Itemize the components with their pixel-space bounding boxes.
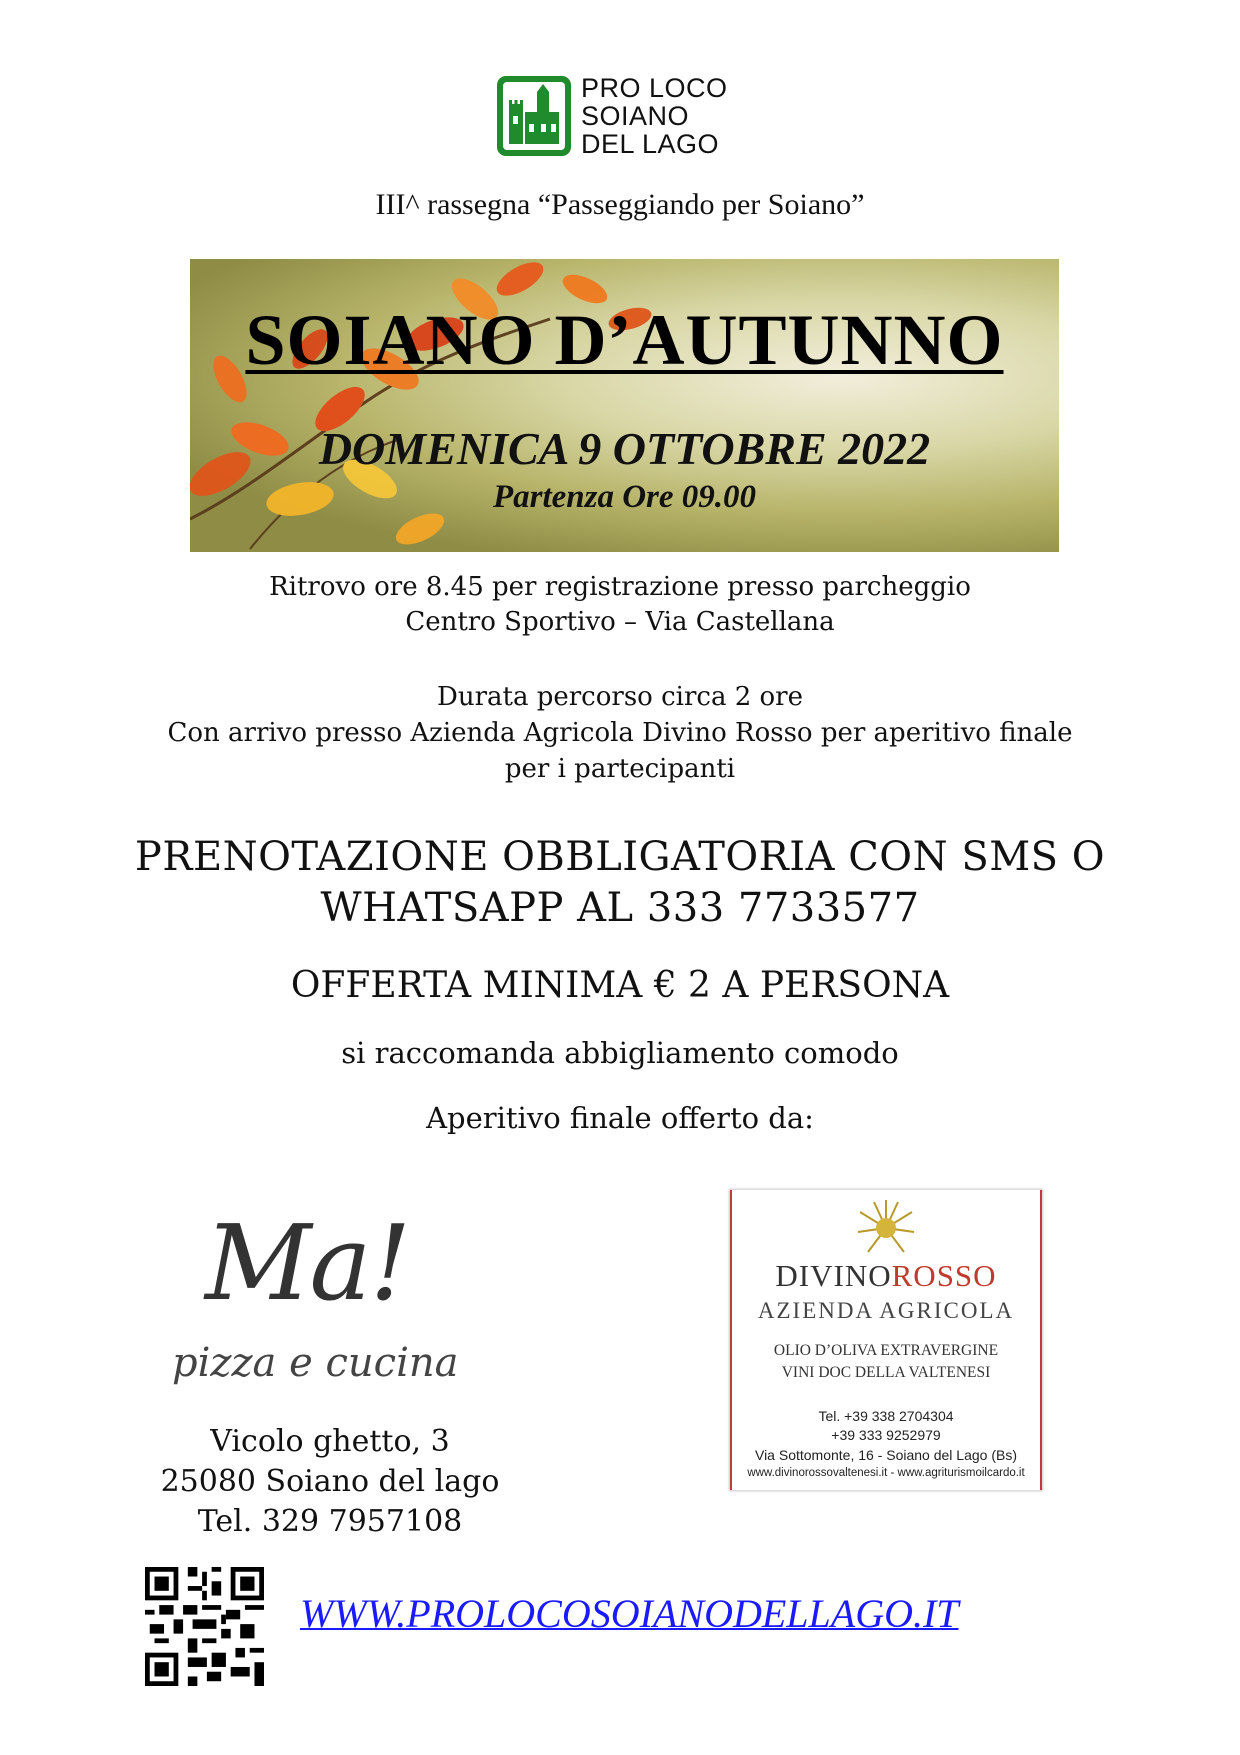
qr-code-icon[interactable]: [145, 1567, 264, 1686]
meeting-point-line-2: Centro Sportivo – Via Castellana: [405, 607, 835, 637]
divino-name-part: DIVINO: [775, 1258, 892, 1293]
divino-rosso-phone-1: Tel. +39 338 2704304: [818, 1408, 954, 1424]
ma-address-line-2: 25080 Soiano del lago: [160, 1464, 500, 1499]
duration-line-2: Con arrivo presso Azienda Agricola Divino Rosso per aperitivo finale: [167, 718, 1073, 748]
divino-rosso-wines: VINI DOC DELLA VALTENESI: [781, 1364, 991, 1381]
event-title-text: SOIANO D’AUTUNNO: [245, 300, 1004, 380]
divino-rosso-type: AZIENDA AGRICOLA: [757, 1298, 1015, 1323]
clothing-recommendation: si raccomanda abbigliamento comodo: [341, 1036, 899, 1070]
meeting-point-line-1: Ritrovo ore 8.45 per registrazione presso parcheggio: [269, 572, 971, 602]
ma-pizza-address: [160, 1422, 500, 1542]
website-link[interactable]: WWW.PROLOCOSOIANODELLAGO.IT: [300, 1591, 959, 1636]
aperitivo-offered-by: Aperitivo finale offerto da:: [426, 1101, 814, 1135]
divino-rosso-address: Via Sottomonte, 16 - Soiano del Lago (Bs): [754, 1447, 1017, 1463]
ma-address-line-1: Vicolo ghetto, 3: [210, 1424, 450, 1459]
rosso-name-part: ROSSO: [891, 1258, 997, 1293]
autumn-banner: [190, 259, 1059, 552]
event-title: [190, 299, 1059, 382]
logo-line-1: PRO LOCO: [581, 73, 728, 103]
divino-rosso-phone-2: +39 333 9252979: [831, 1427, 941, 1443]
pro-loco-logo: [497, 73, 757, 159]
booking-line-1: PRENOTAZIONE OBBLIGATORIA CON SMS O: [134, 834, 1106, 880]
pro-loco-logo-text: [581, 74, 728, 158]
logo-line-3: DEL LAGO: [581, 129, 720, 159]
event-series-subtitle: III^ rassegna “Passeggiando per Soiano”: [375, 188, 865, 221]
divino-rosso-olive-oil: OLIO D’OLIVA EXTRAVERGINE: [773, 1342, 999, 1359]
divino-rosso-name: [730, 1258, 1042, 1294]
card-edge-left: [730, 1190, 732, 1490]
duration-line-1: Durata percorso circa 2 ore: [436, 682, 803, 712]
event-date: DOMENICA 9 OTTOBRE 2022: [318, 423, 931, 474]
ma-pizza-logo: Ma!: [205, 1202, 410, 1324]
card-edge-right: [1040, 1190, 1042, 1490]
divino-rosso-card: [729, 1189, 1043, 1491]
sun-icon: [854, 1198, 918, 1258]
booking-line-2: WHATSAPP AL 333 7733577: [320, 885, 920, 931]
minimum-offer: OFFERTA MINIMA € 2 A PERSONA: [290, 965, 950, 1006]
ma-pizza-tagline: pizza e cucina: [172, 1340, 459, 1386]
ma-phone: Tel. 329 7957108: [197, 1504, 463, 1539]
logo-line-2: SOIANO: [581, 101, 690, 131]
castle-icon: [497, 76, 571, 156]
divino-rosso-websites: www.divinorossovaltenesi.it - www.agriturismoilcardo.it: [747, 1467, 1025, 1479]
event-start-time: Partenza Ore 09.00: [492, 479, 757, 515]
duration-line-3: per i partecipanti: [504, 754, 736, 784]
